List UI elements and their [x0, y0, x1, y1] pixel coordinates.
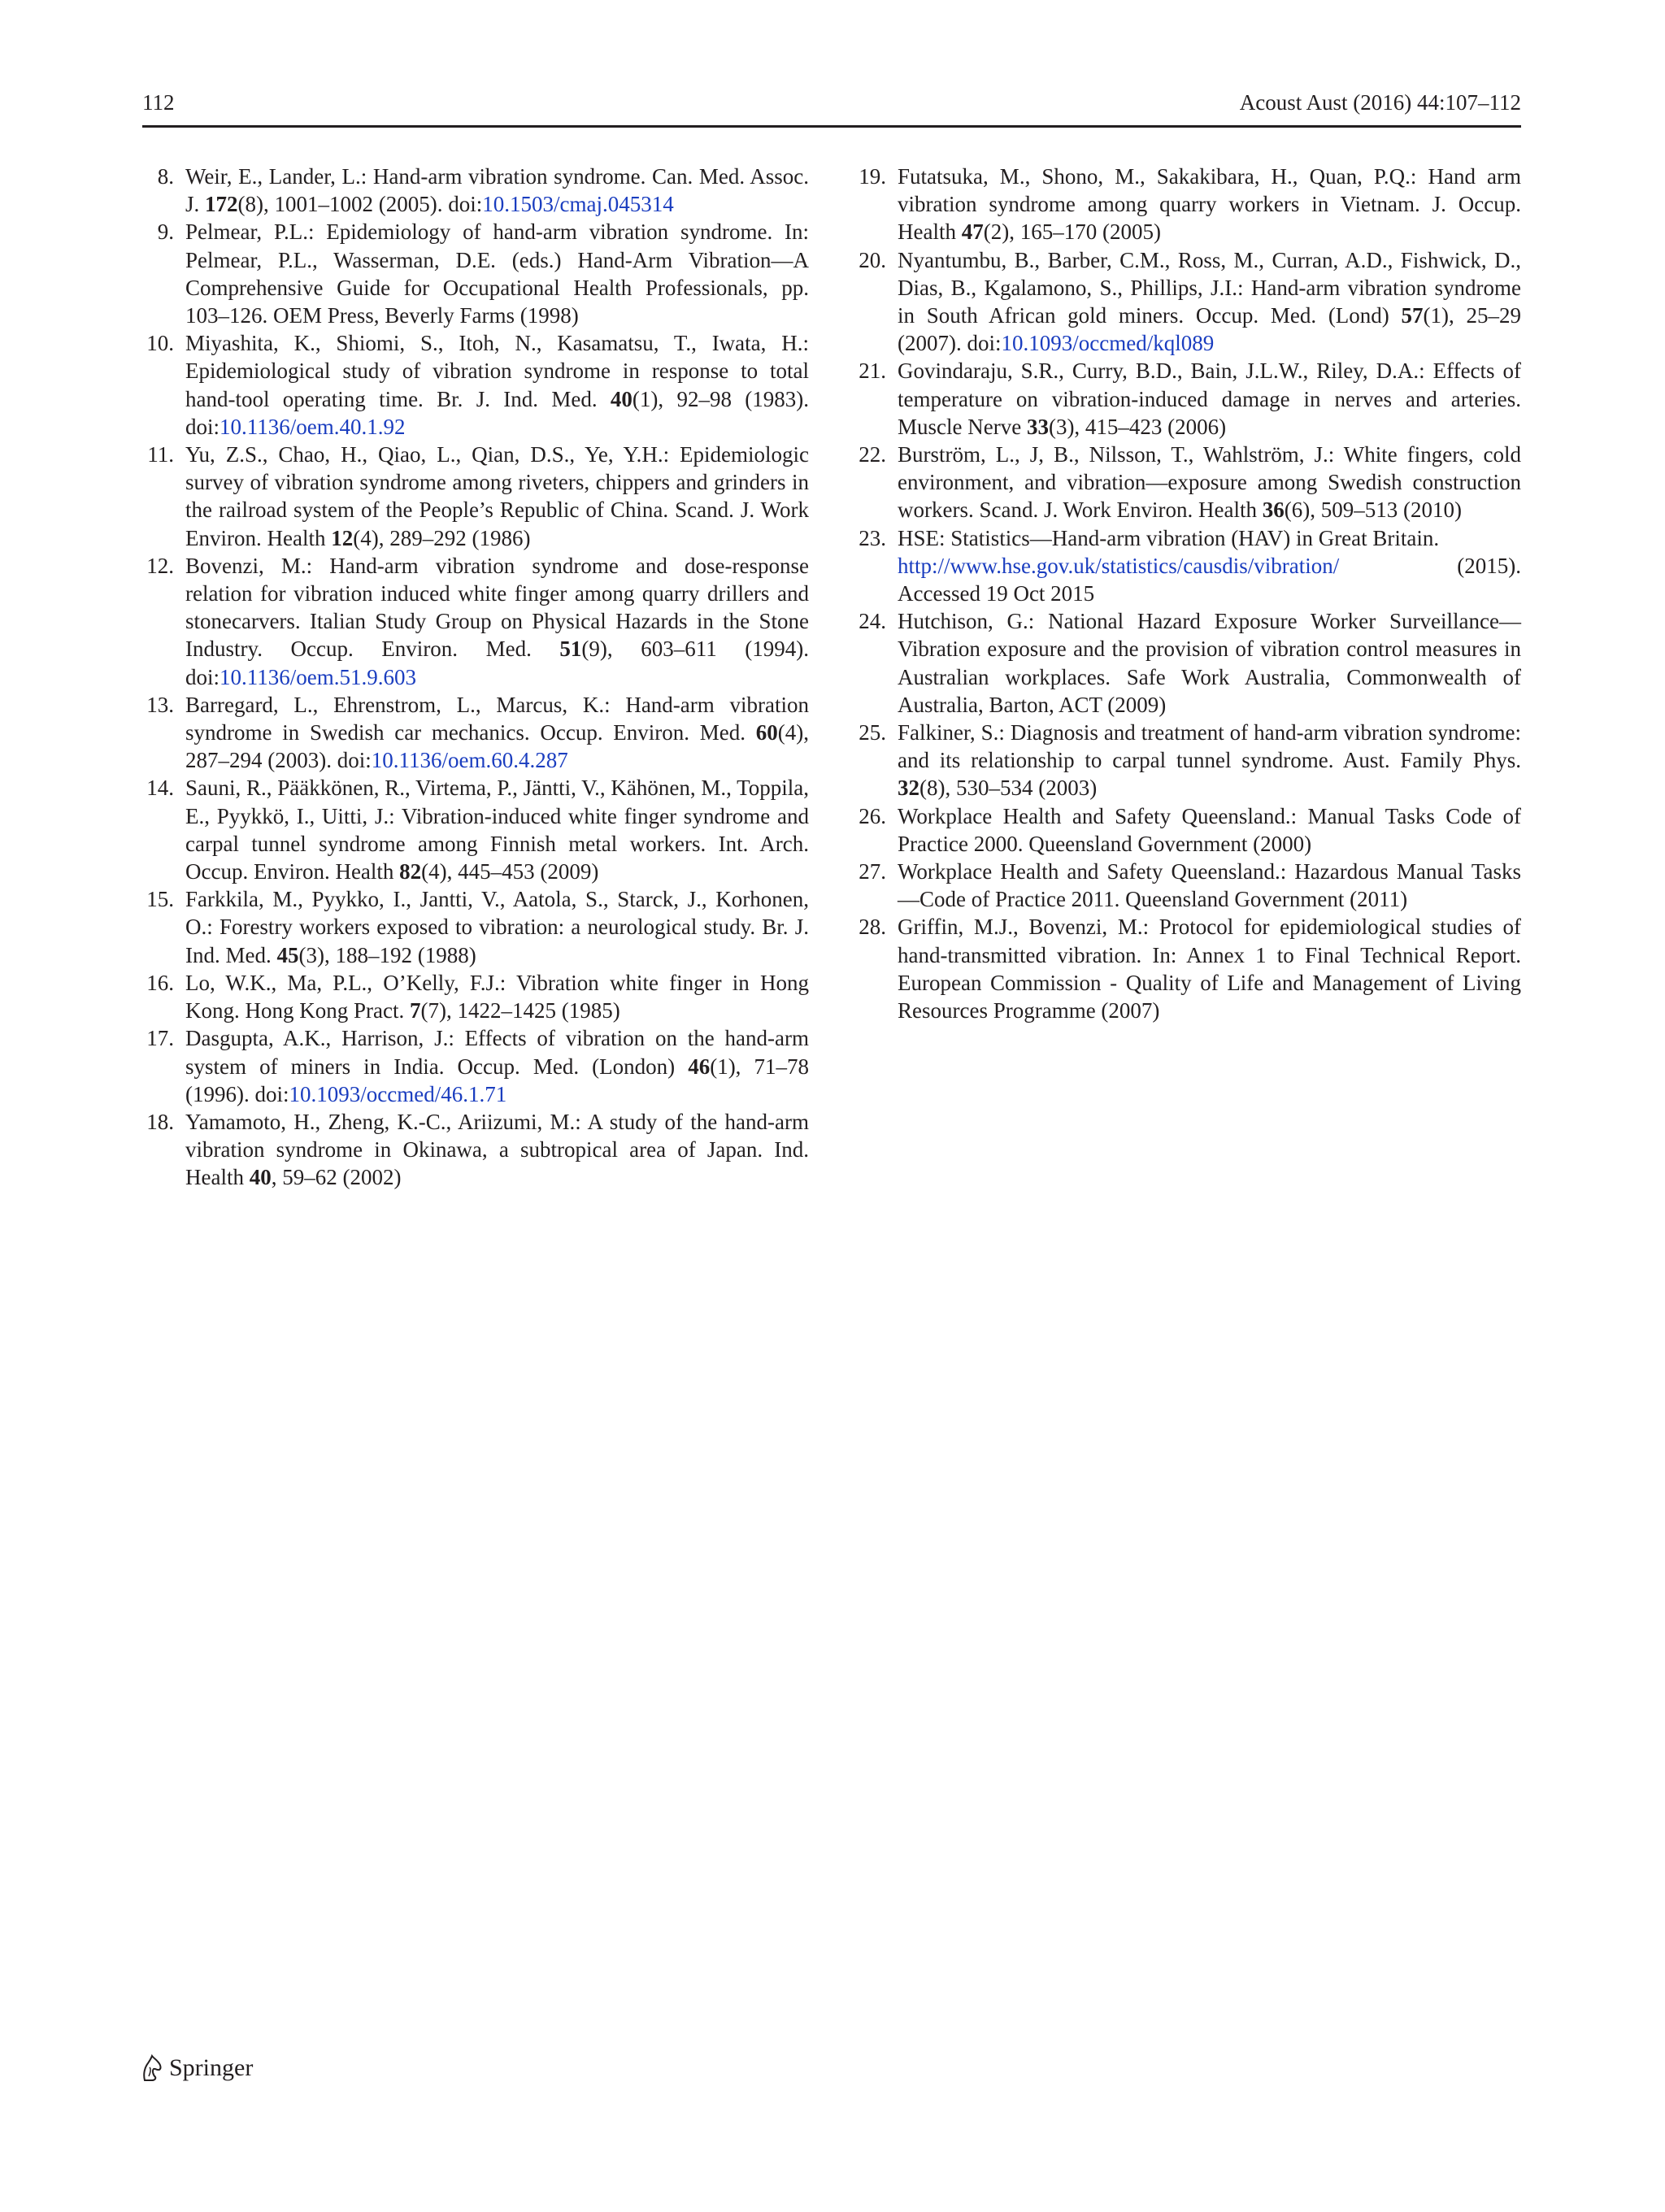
reference-text: HSE: Statistics—Hand-arm vibration (HAV) in Great Britain. http://www.hse.gov.uk/statistics/causdis/vibration/ (2015). Accessed 19 Oct 2015	[898, 525, 1521, 606]
reference-item	[142, 329, 809, 441]
reference-text: Falkiner, S.: Diagnosis and treatment of hand-arm vibration syndrome: and its relationship to carpal tunnel syndrome. Aust. Family Phys. 32(8), 530–534 (2003)	[898, 720, 1521, 801]
reference-item	[142, 218, 809, 329]
publisher-footer	[140, 2054, 253, 2082]
reference-item	[142, 1024, 809, 1108]
doi-link[interactable]: 10.1093/occmed/46.1.71	[289, 1081, 507, 1106]
reference-item	[142, 552, 809, 691]
doi-link[interactable]: 10.1136/oem.40.1.92	[220, 414, 406, 439]
reference-number: 18.	[146, 1109, 174, 1134]
header-rule	[142, 125, 1521, 128]
reference-item	[142, 969, 809, 1024]
reference-text: Pelmear, P.L.: Epidemiology of hand-arm vibration syndrome. In: Pelmear, P.L., Wasserman, D.E. (eds.) Hand-Arm Vibration—A Comprehensive Guide for Occupational Health Professionals, pp. 103–126. OEM Press, Beverly Farms (1998)	[185, 219, 809, 328]
url-link[interactable]: http://www.hse.gov.uk/statistics/causdis/vibration/	[898, 553, 1340, 578]
reference-number: 8.	[157, 164, 174, 189]
reference-text: Workplace Health and Safety Queensland.: Manual Tasks Code of Practice 2000. Queensland Government (2000)	[898, 803, 1521, 856]
reference-item	[142, 774, 809, 885]
reference-number: 12.	[146, 553, 174, 578]
reference-number: 14.	[146, 776, 174, 801]
reference-item	[854, 163, 1521, 246]
reference-text: Futatsuka, M., Shono, M., Sakakibara, H., Quan, P.Q.: Hand arm vibration syndrome among quarry workers in Vietnam. J. Occup. Health 47(2), 165–170 (2005)	[898, 164, 1521, 245]
references-column-right	[854, 163, 1521, 1024]
reference-text: Lo, W.K., Ma, P.L., O’Kelly, F.J.: Vibration white finger in Hong Kong. Hong Kong Pract. 7(7), 1422–1425 (1985)	[185, 970, 809, 1023]
running-header	[142, 88, 1521, 117]
reference-item	[142, 691, 809, 775]
doi-link[interactable]: 10.1136/oem.51.9.603	[220, 664, 417, 689]
reference-text: Dasgupta, A.K., Harrison, J.: Effects of vibration on the hand-arm system of miners in India. Occup. Med. (London) 46(1), 71–78 (1996). doi:10.1093/occmed/46.1.71	[185, 1026, 810, 1106]
reference-item	[854, 719, 1521, 802]
journal-citation: Acoust Aust (2016) 44:107–112	[1239, 90, 1521, 115]
reference-number: 25.	[859, 720, 886, 745]
springer-horse-icon	[140, 2054, 164, 2082]
doi-link[interactable]: 10.1136/oem.60.4.287	[371, 748, 568, 773]
doi-link[interactable]: 10.1093/occmed/kql089	[1001, 331, 1215, 356]
reference-text: Nyantumbu, B., Barber, C.M., Ross, M., Curran, A.D., Fishwick, D., Dias, B., Kgalamono, S., Phillips, J.I.: Hand-arm vibration syndrome in South African gold miners. Occup. Med. (Lond) 57(1), 25–29 (2007). doi:10.1093/occmed/kql089	[898, 247, 1521, 356]
reference-number: 13.	[146, 692, 174, 717]
reference-number: 16.	[146, 970, 174, 995]
reference-text: Yu, Z.S., Chao, H., Qiao, L., Qian, D.S., Ye, Y.H.: Epidemiologic survey of vibration syndrome among riveters, chippers and grinders in the railroad system of the People’s Republic of China. Scand. J. Work Environ. Health 12(4), 289–292 (1986)	[185, 442, 809, 550]
reference-text: Yamamoto, H., Zheng, K.-C., Ariizumi, M.: A study of the hand-arm vibration syndrome in Okinawa, a subtropical area of Japan. Ind. Health 40, 59–62 (2002)	[185, 1109, 809, 1190]
reference-number: 9.	[157, 219, 174, 245]
reference-item	[854, 246, 1521, 358]
reference-item	[142, 441, 809, 552]
reference-text: Miyashita, K., Shiomi, S., Itoh, N., Kasamatsu, T., Iwata, H.: Epidemiological study of vibration syndrome in response to total hand-tool operating time. Br. J. Ind. Med. 40(1), 92–98 (1983). doi:10.1136/oem.40.1.92	[185, 331, 809, 439]
reference-item	[142, 1108, 809, 1192]
reference-number: 21.	[859, 359, 886, 384]
reference-number: 19.	[859, 164, 886, 189]
reference-number: 10.	[146, 331, 174, 356]
reference-number: 24.	[859, 609, 886, 634]
reference-text: Sauni, R., Pääkkönen, R., Virtema, P., Jäntti, V., Kähönen, M., Toppila, E., Pyykkö, I., Uitti, J.: Vibration-induced white finger syndrome and carpal tunnel syndrome among Finnish metal workers. Int. Arch. Occup. Environ. Health 82(4), 445–453 (2009)	[185, 776, 809, 884]
reference-text: Govindaraju, S.R., Curry, B.D., Bain, J.L.W., Riley, D.A.: Effects of temperature on vibration-induced damage in nerves and arteries. Muscle Nerve 33(3), 415–423 (2006)	[898, 359, 1521, 439]
reference-item	[854, 441, 1521, 524]
reference-number: 27.	[859, 859, 886, 884]
reference-text: Griffin, M.J., Bovenzi, M.: Protocol for epidemiological studies of hand-transmitted vibration. In: Annex 1 to Final Technical Report. European Commission - Quality of Life and Management of Living Resources Programme (2007)	[898, 915, 1521, 1023]
reference-number: 11.	[147, 442, 174, 467]
reference-item	[854, 357, 1521, 441]
reference-item	[854, 913, 1521, 1024]
reference-text: Barregard, L., Ehrenstrom, L., Marcus, K.: Hand-arm vibration syndrome in Swedish car mechanics. Occup. Environ. Med. 60(4), 287–294 (2003). doi:10.1136/oem.60.4.287	[185, 692, 809, 773]
references-column-left	[142, 163, 809, 1192]
reference-item	[854, 858, 1521, 913]
doi-link[interactable]: 10.1503/cmaj.045314	[482, 192, 674, 217]
reference-item	[142, 163, 809, 218]
reference-item	[854, 607, 1521, 719]
reference-text: Workplace Health and Safety Queensland.: Hazardous Manual Tasks—Code of Practice 2011. Queensland Government (2011)	[898, 859, 1521, 912]
reference-item	[854, 802, 1521, 858]
reference-text: Bovenzi, M.: Hand-arm vibration syndrome and dose-response relation for vibration induced white finger among quarry drillers and stonecarvers. Italian Study Group on Physical Hazards in the Stone Industry. Occup. Environ. Med. 51(9), 603–611 (1994). doi:10.1136/oem.51.9.603	[185, 553, 809, 689]
reference-item	[142, 885, 809, 969]
reference-number: 15.	[146, 887, 174, 912]
reference-text: Hutchison, G.: National Hazard Exposure Worker Surveillance—Vibration exposure and the provision of vibration control measures in Australian workplaces. Safe Work Australia, Commonwealth of Australia, Barton, ACT (2009)	[898, 609, 1521, 717]
reference-number: 20.	[859, 247, 886, 272]
reference-text: Farkkila, M., Pyykko, I., Jantti, V., Aatola, S., Starck, J., Korhonen, O.: Forestry workers exposed to vibration: a neurological study. Br. J. Ind. Med. 45(3), 188–192 (1988)	[185, 887, 809, 967]
reference-item	[854, 524, 1521, 608]
reference-number: 23.	[859, 525, 886, 550]
page-number: 112	[142, 90, 175, 115]
reference-number: 17.	[146, 1026, 174, 1051]
reference-text: Weir, E., Lander, L.: Hand-arm vibration syndrome. Can. Med. Assoc. J. 172(8), 1001–1002 (2005). doi:10.1503/cmaj.045314	[185, 164, 809, 217]
reference-text: Burström, L., J, B., Nilsson, T., Wahlström, J.: White fingers, cold environment, and vibration—exposure among Swedish construction workers. Scand. J. Work Environ. Health 36(6), 509–513 (2010)	[898, 442, 1521, 523]
reference-number: 26.	[859, 803, 886, 828]
publisher-name: Springer	[169, 2054, 254, 2081]
reference-number: 28.	[859, 915, 886, 940]
reference-number: 22.	[859, 442, 886, 467]
